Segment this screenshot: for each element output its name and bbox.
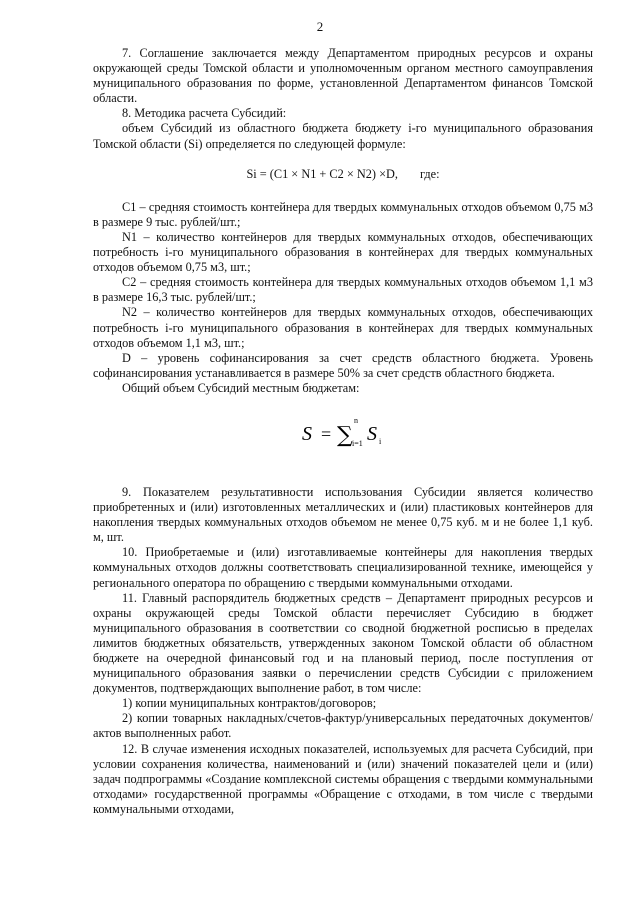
definition-n2: N2 – количество контейнеров для твердых коммунальных отходов, обеспечивающих потребность i-го муниципального образования в контейнерах для твердых коммунальных отходов объемом 1,1 м3, шт.; — [93, 305, 593, 350]
sum-lower-limit: i=1 — [352, 438, 363, 448]
sum-lhs: S — [302, 422, 312, 445]
paragraph-11-item-1: 1) копии муниципальных контрактов/договоров; — [122, 696, 377, 711]
paragraph-11-item-2: 2) копии товарных накладных/счетов-фактур/универсальных передаточных документов/актов выполненных работ. — [93, 711, 593, 741]
sum-equals: = — [321, 423, 332, 444]
paragraph-8-title: 8. Методика расчета Субсидий: — [122, 106, 287, 121]
paragraph-11: 11. Главный распорядитель бюджетных средств – Департамент природных ресурсов и охраны окружающей среды Томской области перечисляет Субсидию в бюджет муниципального образования в соответствии со сводной бюджетной росписью в пределах лимитов бюджетных обязательств, утвержденных законом Томской области об областном бюджете на очередной финансовый год и на плановый период, после поступления от муниципального образования заявки о перечислении средств Субсидии с приложением документов, подтверждающих выполнение работ, в том числе: — [93, 590, 593, 696]
definition-c2: C2 – средняя стоимость контейнера для твердых коммунальных отходов объемом 1,1 м3 в размере 16,3 тыс. рублей/шт.; — [93, 275, 593, 305]
summation-formula — [288, 413, 398, 453]
paragraph-7: 7. Соглашение заключается между Департаментом природных ресурсов и охраны окружающей среды Томской области и уполномоченным органом местного самоуправления муниципального образования по форме, установленной Департаментом финансов Томской области. — [93, 46, 593, 106]
paragraph-12: 12. В случае изменения исходных показателей, используемых для расчета Субсидий, при условии сохранения количества, наименований и (или) значений показателей цели и (или) задач подпрограммы «Создание комплексной системы обращения с твердыми коммунальными отходами» государственной программы «Обращение с отходами, в том числе с твердыми коммунальными отходами, — [93, 741, 593, 816]
definition-c1: C1 – средняя стоимость контейнера для твердых коммунальных отходов объемом 0,75 м3 в размере 9 тыс. рублей/шт.; — [93, 199, 593, 229]
sum-upper-limit: n — [354, 415, 358, 425]
definition-n1: N1 – количество контейнеров для твердых коммунальных отходов, обеспечивающих потребность i-го муниципального образования в контейнерах для твердых коммунальных отходов объемом 0,75 м3, шт.; — [93, 229, 593, 275]
paragraph-9: 9. Показателем результативности использования Субсидии является количество приобретенных и (или) изготовленных металлических и (или) пластиковых контейнеров для накопления твердых коммунальных отходов объемом не менее 0,75 куб. м и не более 1,1 куб. м, шт. — [93, 484, 593, 545]
document-body — [93, 46, 593, 817]
subsidy-formula — [93, 167, 593, 182]
subsidy-formula-suffix: где: — [419, 166, 440, 181]
paragraph-8-intro: объем Субсидий из областного бюджета бюджету i-го муниципального образования Томской области (Si) определяется по следующей формуле: — [93, 121, 593, 151]
page-number: 2 — [316, 19, 324, 34]
total-subsidy-intro: Общий объем Субсидий местным бюджетам: — [122, 380, 360, 395]
subsidy-formula-expression: Si = (C1 × N1 + C2 × N2) ×D, — [246, 166, 398, 181]
total-subsidy-formula — [93, 413, 593, 453]
sum-term-subscript: i — [379, 436, 382, 446]
sigma-symbol: ∑ — [337, 422, 353, 448]
definition-d: D – уровень софинансирования за счет средств областного бюджета. Уровень софинансирования устанавливается в размере 50% за счет средств областного бюджета. — [93, 350, 593, 380]
paragraph-10: 10. Приобретаемые и (или) изготавливаемые контейнеры для накопления твердых коммунальных отходов должны соответствовать специализированной технике, имеющейся у регионального оператора по обращению с твердыми коммунальными отходами. — [93, 545, 593, 590]
sum-term: S — [367, 422, 377, 445]
